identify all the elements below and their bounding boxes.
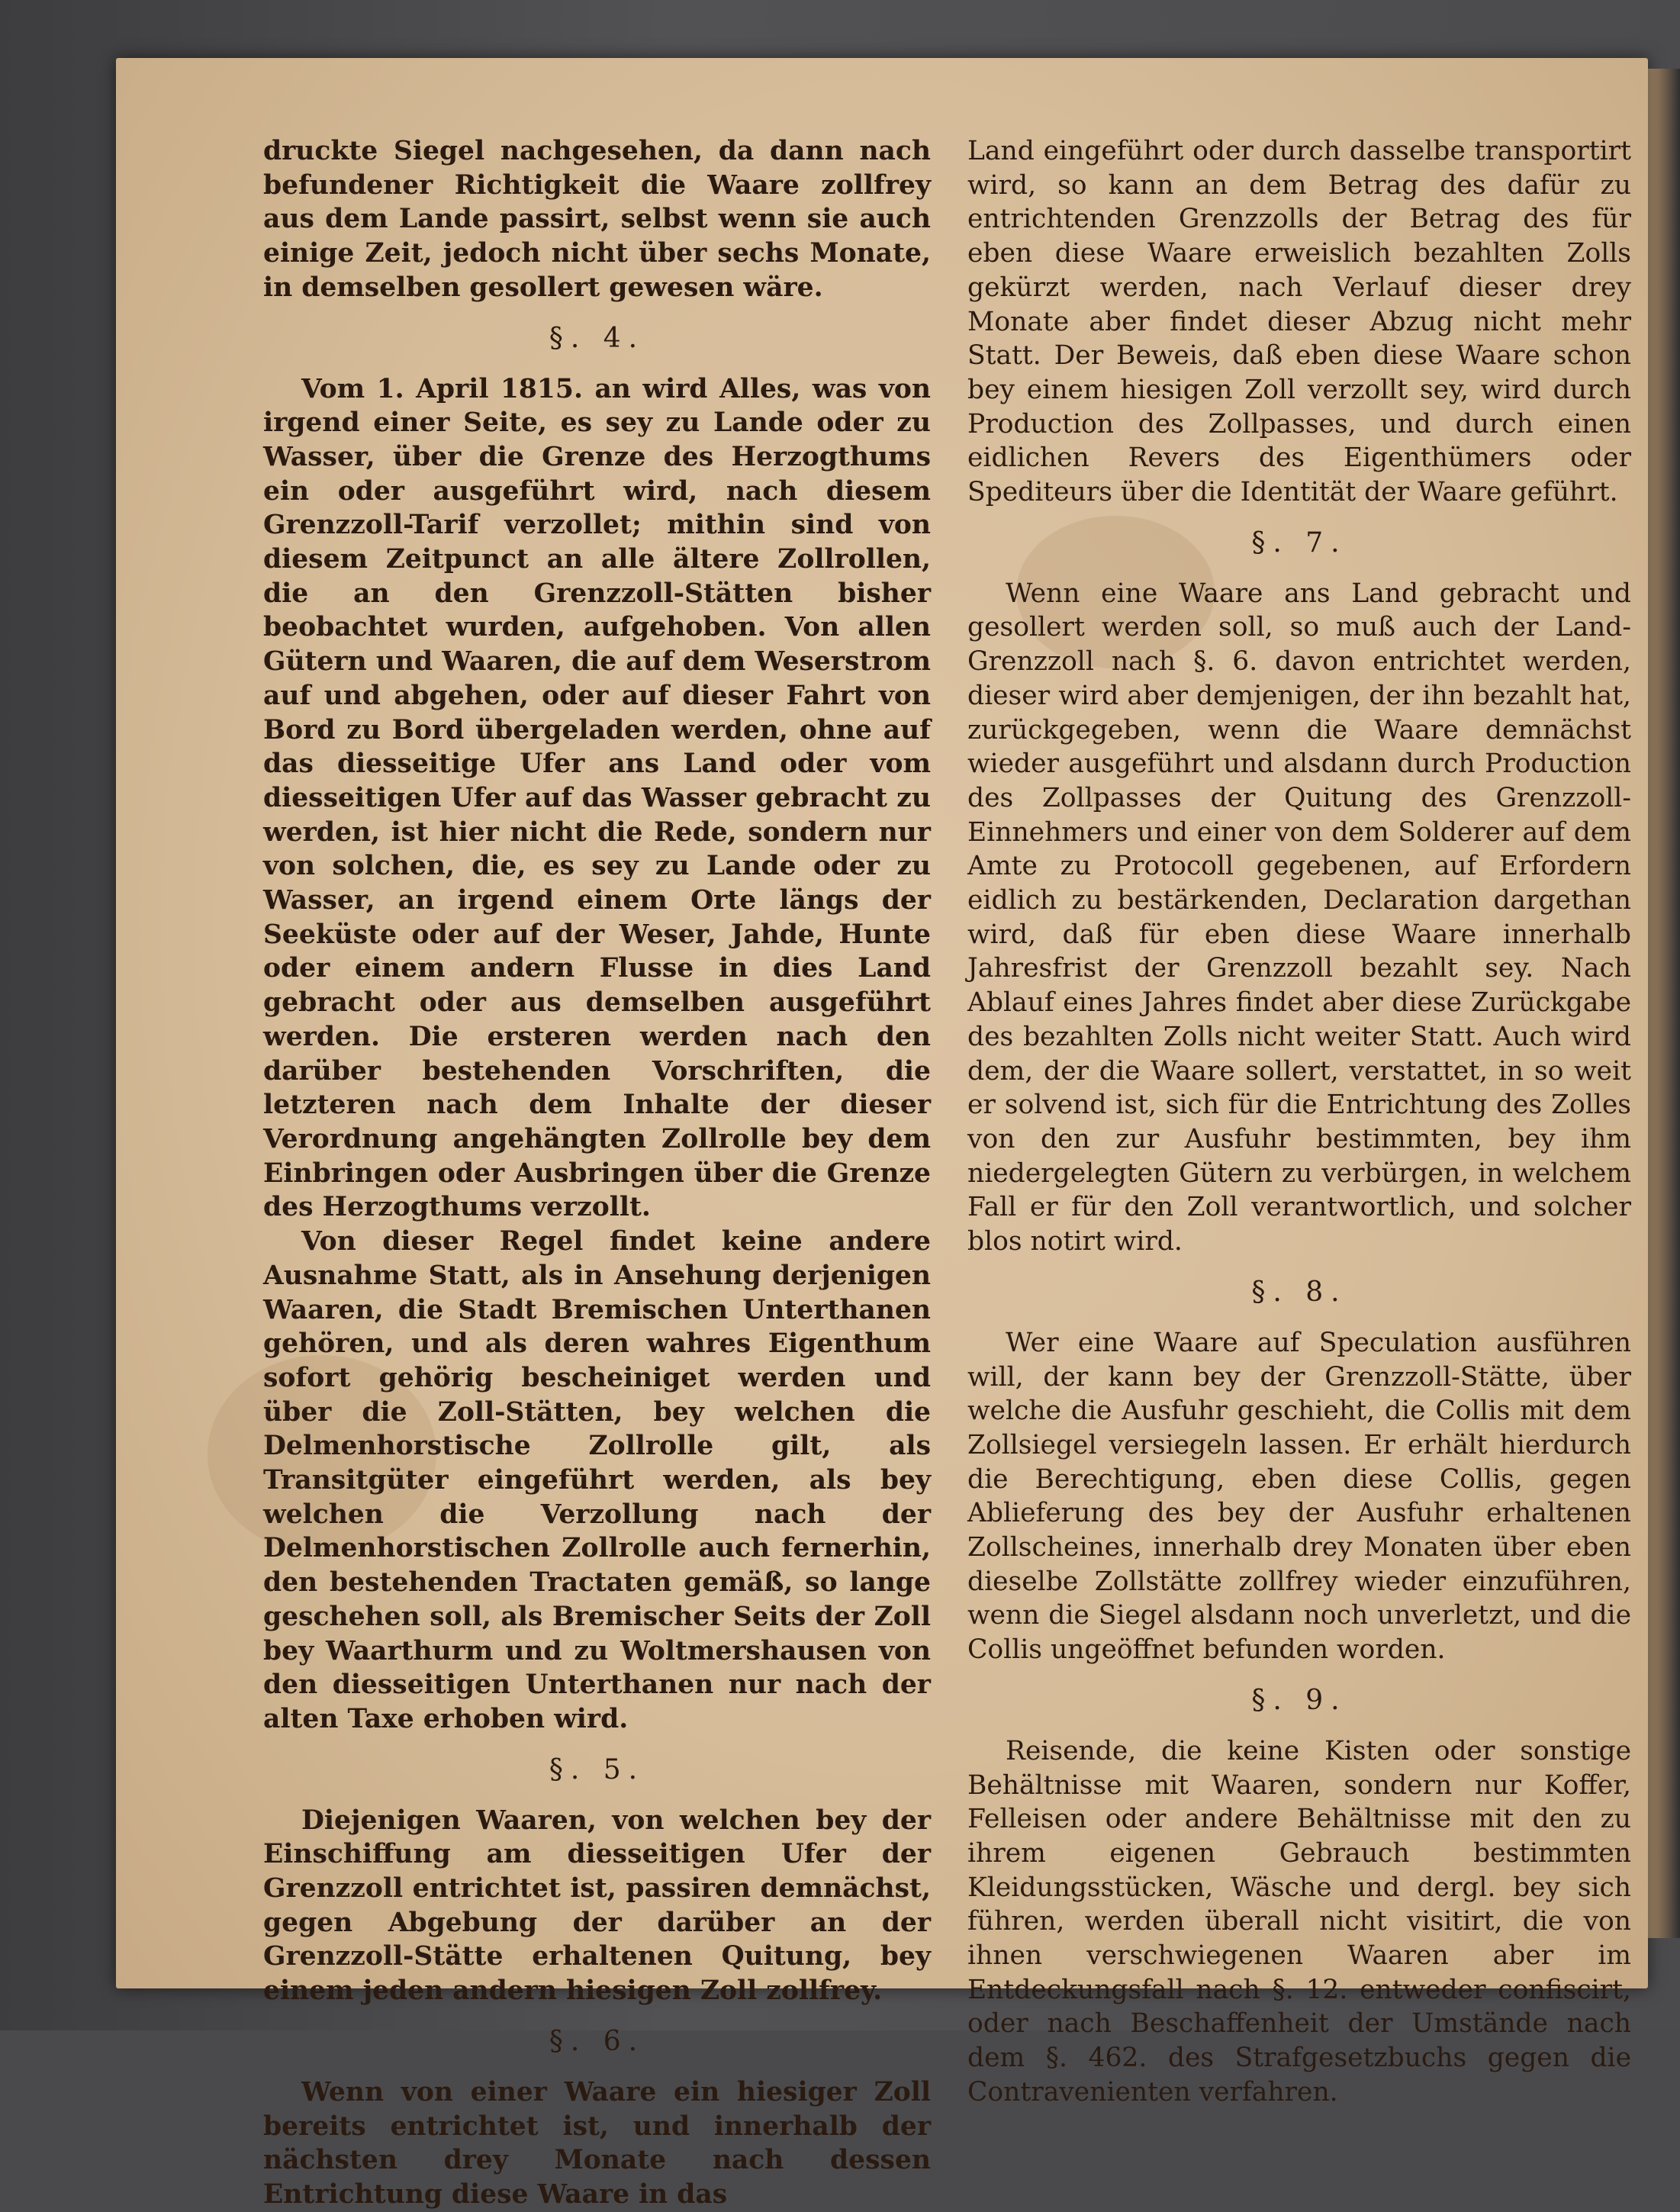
section-heading-4: §. 4. bbox=[549, 322, 645, 354]
paragraph-section-4b: Von dieser Regel findet keine andere Ausnahme Statt, als in Ansehung derjenigen Waaren, die Stadt Bremischen Unterthanen gehören, und als deren wahres Eigenthum sofort gehörig bescheiniget werden und über die Zoll-Stätten, bey welchen die Delmenhorstische Zollrolle gilt, als Transitgüter eingeführt werden, als bey welchen die Verzollung nach der Delmenhorstischen Zollrolle auch fernerhin, den bestehenden Tractaten gemäß, so lange geschehen soll, als Bremischer Seits der Zoll bey Waarthurm und zu Woltmershausen von den diesseitigen Unterthanen nur nach der alten Taxe erhoben wird. bbox=[263, 1226, 931, 1734]
paragraph-section-6: Wenn von einer Waare ein hiesiger Zoll bereits entrichtet ist, und innerhalb der nächsten drey Monate nach dessen Entrichtung diese Waare in das bbox=[263, 2076, 931, 2210]
paragraph-section-4a: Vom 1. April 1815. an wird Alles, was von irgend einer Seite, es sey zu Lande oder zu Wasser, über die Grenze des Herzogthums ein oder ausgeführt wird, nach diesem Grenzzoll-Tarif verzollet; mithin sind von diesem Zeitpunct an alle ältere Zollrollen, die an den Grenzzoll-Stätten bisher beobachtet wurden, aufgehoben. Von allen Gütern und Waaren, die auf dem Weserstrom auf und abgehen, oder auf dieser Fahrt von Bord zu Bord übergeladen werden, ohne auf das diesseitige Ufer ans Land oder vom diesseitigen Ufer auf das Wasser gebracht zu werden, ist hier nicht die Rede, sondern nur von solchen, die, es sey zu Lande oder zu Wasser, an irgend einem Orte längs der Seeküste oder auf der Weser, Jahde, Hunte oder einem andern Flusse in dies Land gebracht oder aus demselben ausgeführt werden. Die ersteren werden nach den darüber bestehenden Vorschriften, die letzteren nach dem Inhalte der dieser Verordnung angehängten Zollrolle bey dem Einbringen oder Ausbringen über die Grenze des Herzogthums verzollt. bbox=[263, 373, 931, 1223]
left-text-column bbox=[263, 134, 931, 2212]
paragraph-section-5: Diejenigen Waaren, von welchen bey der Einschiffung am diesseitigen Ufer der Grenzzoll entrichtet ist, passiren demnächst, gegen Abgebung der darüber an der Grenzzoll-Stätte erhaltenen Quitung, bey einem jeden andern hiesigen Zoll zollfrey. bbox=[263, 1805, 931, 2007]
paragraph-section-9: Reisende, die keine Kisten oder sonstige Behältnisse mit Waaren, sondern nur Koffer, Felleisen oder andere Behältnisse mit den zu ihrem eigenen Gebrauch bestimmten Kleidungsstücken, Wäsche und dergl. bey sich führen, werden überall nicht visitirt, die von ihnen verschwiegenen Waaren aber im Entdeckungsfall nach §. 12. entweder confiscirt, oder nach Beschaffenheit der Umstände nach dem §. 462. des Strafgesetzbuchs gegen die Contravenienten verfahren. bbox=[967, 1735, 1631, 2107]
section-heading-8: §. 8. bbox=[1251, 1276, 1347, 1308]
section-heading-5: §. 5. bbox=[549, 1753, 645, 1785]
paragraph-continuation: druckte Siegel nachgesehen, da dann nach befundener Richtigkeit die Waare zollfrey aus dem Lande passirt, selbst wenn sie auch einige Zeit, jedoch nicht über sechs Monate, in demselben gesollert gewesen wäre. bbox=[263, 136, 931, 303]
paragraph-section-6-continued: Land eingeführt oder durch dasselbe transportirt wird, so kann an dem Betrag des dafür zu entrichtenden Grenzzolls der Betrag des für eben diese Waare erweislich bezahlten Zolls gekürzt werden, nach Verlauf dieser drey Monate aber findet dieser Abzug nicht mehr Statt. Der Beweis, daß eben diese Waare schon bey einem hiesigen Zoll verzollt sey, wird durch Production des Zollpasses, und durch einen eidlichen Revers des Eigenthümers oder Speditеurs über die Identität der Waare geführt. bbox=[967, 136, 1631, 508]
paragraph-section-7: Wenn eine Waare ans Land gebracht und gesollert werden soll, so muß auch der Land-Grenzzoll nach §. 6. davon entrichtet werden, dieser wird aber demjenigen, der ihn bezahlt hat, zurückgegeben, wenn die Waare demnächst wieder ausgeführt und alsdann durch Production des Zollpasses der Quitung des Grenzzoll-Einnehmers und einer von dem Solderer auf dem Amte zu Protocoll gegebenen, auf Erfordern eidlich zu bestärkenden, Declaration dargethan wird, daß für eben diese Waare innerhalb Jahresfrist der Grenzzoll bezahlt sey. Nach Ablauf eines Jahres findet aber diese Zurückgabe des bezahlten Zolls nicht weiter Statt. Auch wird dem, der die Waare sollert, verstattet, in so weit er solvend ist, sich für die Entrichtung des Zolles von den zur Ausfuhr bestimmten, bey ihm niedergelegten Gütern zu verbürgen, in welchem Fall er für den Zoll verantwortlich, und solcher blos notirt wird. bbox=[967, 578, 1631, 1257]
next-page-edge bbox=[1644, 69, 1680, 1938]
right-text-column bbox=[967, 134, 1631, 2110]
section-heading-7: §. 7. bbox=[1251, 526, 1347, 559]
section-heading-9: §. 9. bbox=[1251, 1684, 1347, 1716]
section-heading-6: §. 6. bbox=[549, 2025, 645, 2057]
paragraph-section-8: Wer eine Waare auf Speculation ausführen will, der kann bey der Grenzzoll-Stätte, über welche die Ausfuhr geschieht, die Collis mit dem Zollsiegel versiegeln lassen. Er erhält hierdurch die Berechtigung, eben diese Collis, gegen Ablieferung des bey der Ausfuhr erhaltenen Zollscheines, innerhalb drey Monaten über eben dieselbe Zollstätte zollfrey wieder einzuführen, wenn die Siegel alsdann noch unverletzt, und die Collis ungeöffnet befunden worden. bbox=[967, 1327, 1631, 1666]
